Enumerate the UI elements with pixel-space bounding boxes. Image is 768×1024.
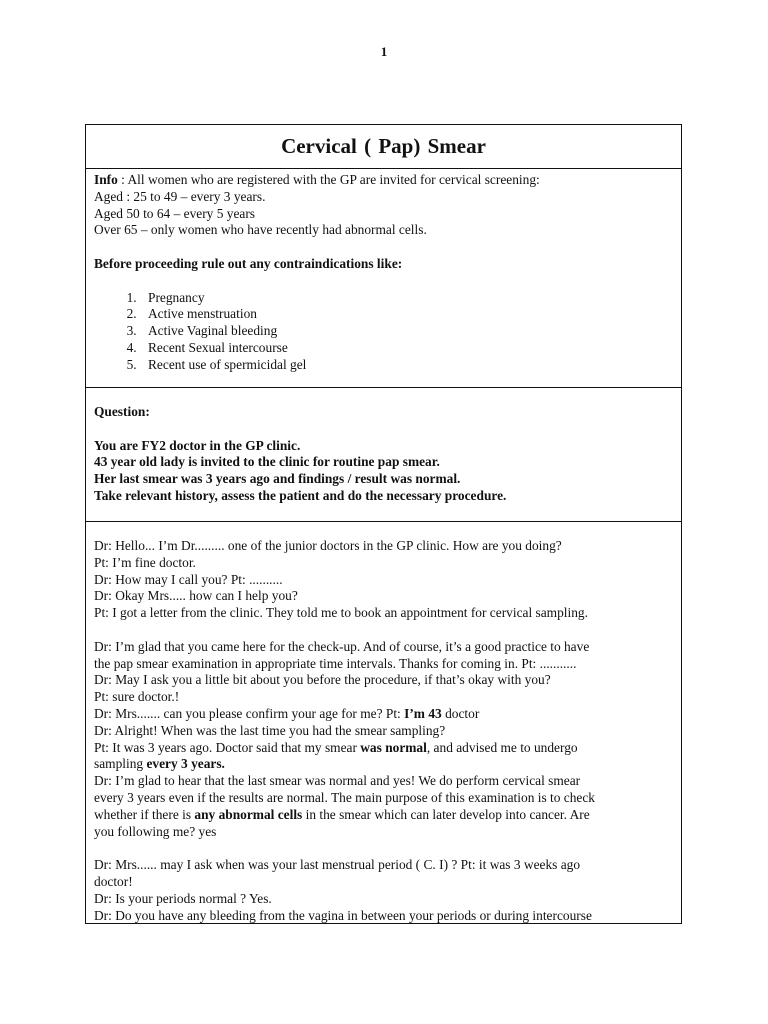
document-table [85,124,682,924]
dialogue-line: Dr: May I ask you a little bit about you before the procedure, if that’s okay with you? [94,672,551,688]
dialogue-bold: every 3 years. [146,756,225,772]
contraindications-list [94,290,673,374]
info-intro [94,172,673,189]
dialogue-section [86,522,681,924]
dialogue-line: Dr: Okay Mrs..... how can I help you? [94,588,298,604]
dialogue-bold: I’m 43 [404,705,442,721]
dialogue-line [94,807,673,824]
dialogue-line: Dr: I’m glad to hear that the last smear was normal and yes! We do perform cervical smear [94,773,581,789]
question-section [86,388,681,522]
list-item: 5. Recent use of spermicidal gel [140,357,673,374]
info-text: : All women who are registered with the GP are invited for cervical screening: [117,172,540,187]
dialogue-line: every 3 years even if the results are normal. The main purpose of this examination is to check [94,789,595,805]
question-line: Take relevant history, assess the patient and do the necessary procedure. [94,487,507,503]
dialogue-line: Dr: I’m glad that you came here for the check-up. And of course, it’s a good practice to have [94,638,590,654]
question-line: You are FY2 doctor in the GP clinic. [94,437,301,453]
dialogue-line: Dr: Alright! When was the last time you had the smear sampling? [94,722,446,738]
dialogue-line [94,756,673,773]
dialogue-line [94,706,673,723]
question-line: 43 year old lady is invited to the clinic for routine pap smear. [94,454,440,470]
dialogue-text: doctor [441,705,480,721]
dialogue-text: in the smear which can later develop into cancer. Are [302,806,590,822]
page-title: Cervical ( Pap) Smear [281,134,486,158]
dialogue-line: Dr: Is your periods normal ? Yes. [94,890,272,906]
list-item: 2. Active menstruation [140,306,673,323]
info-line: Aged : 25 to 49 – every 3 years. [94,188,266,204]
question-line: Her last smear was 3 years ago and findings / result was normal. [94,471,461,487]
info-label: Info [94,172,118,187]
dialogue-line: doctor! [94,873,133,889]
dialogue-text: Dr: Mrs....... can you please confirm your age for me? Pt: [94,705,405,721]
dialogue-line: Dr: Do you have any bleeding from the vagina in between your periods or during intercourse [94,907,592,923]
title-row [86,125,681,169]
info-line: Over 65 – only women who have recently had abnormal cells. [94,222,427,238]
question-label: Question: [94,404,150,419]
dialogue-line: Dr: Mrs...... may I ask when was your last menstrual period ( C. I) ? Pt: it was 3 weeks ago [94,857,581,873]
dialogue-bold: any abnormal cells [194,806,303,822]
contraindications-heading: Before proceeding rule out any contraindications like: [94,255,403,271]
info-section [86,169,681,388]
list-item: 1. Pregnancy [140,290,673,307]
dialogue-text: sampling [94,756,147,772]
dialogue-line: Pt: sure doctor.! [94,689,180,705]
dialogue-line: you following me? yes [94,823,217,839]
dialogue-text: , and advised me to undergo [426,739,578,755]
dialogue-line: the pap smear examination in appropriate time intervals. Thanks for coming in. Pt: ........... [94,655,577,671]
page-number: 1 [380,44,388,59]
list-item: 4. Recent Sexual intercourse [140,340,673,357]
dialogue-line: Pt: I got a letter from the clinic. They told me to book an appointment for cervical sampling. [94,605,588,621]
dialogue-line [94,740,673,757]
dialogue-line: Pt: I’m fine doctor. [94,554,196,570]
info-line: Aged 50 to 64 – every 5 years [94,205,256,221]
dialogue-text: Pt: It was 3 years ago. Doctor said that my smear [94,739,361,755]
dialogue-line: Dr: Hello... I’m Dr......... one of the junior doctors in the GP clinic. How are you doing? [94,538,562,553]
dialogue-line: Dr: How may I call you? Pt: .......... [94,571,283,587]
dialogue-text: whether if there is [94,806,195,822]
dialogue-bold: was normal [360,739,427,755]
list-item: 3. Active Vaginal bleeding [140,323,673,340]
